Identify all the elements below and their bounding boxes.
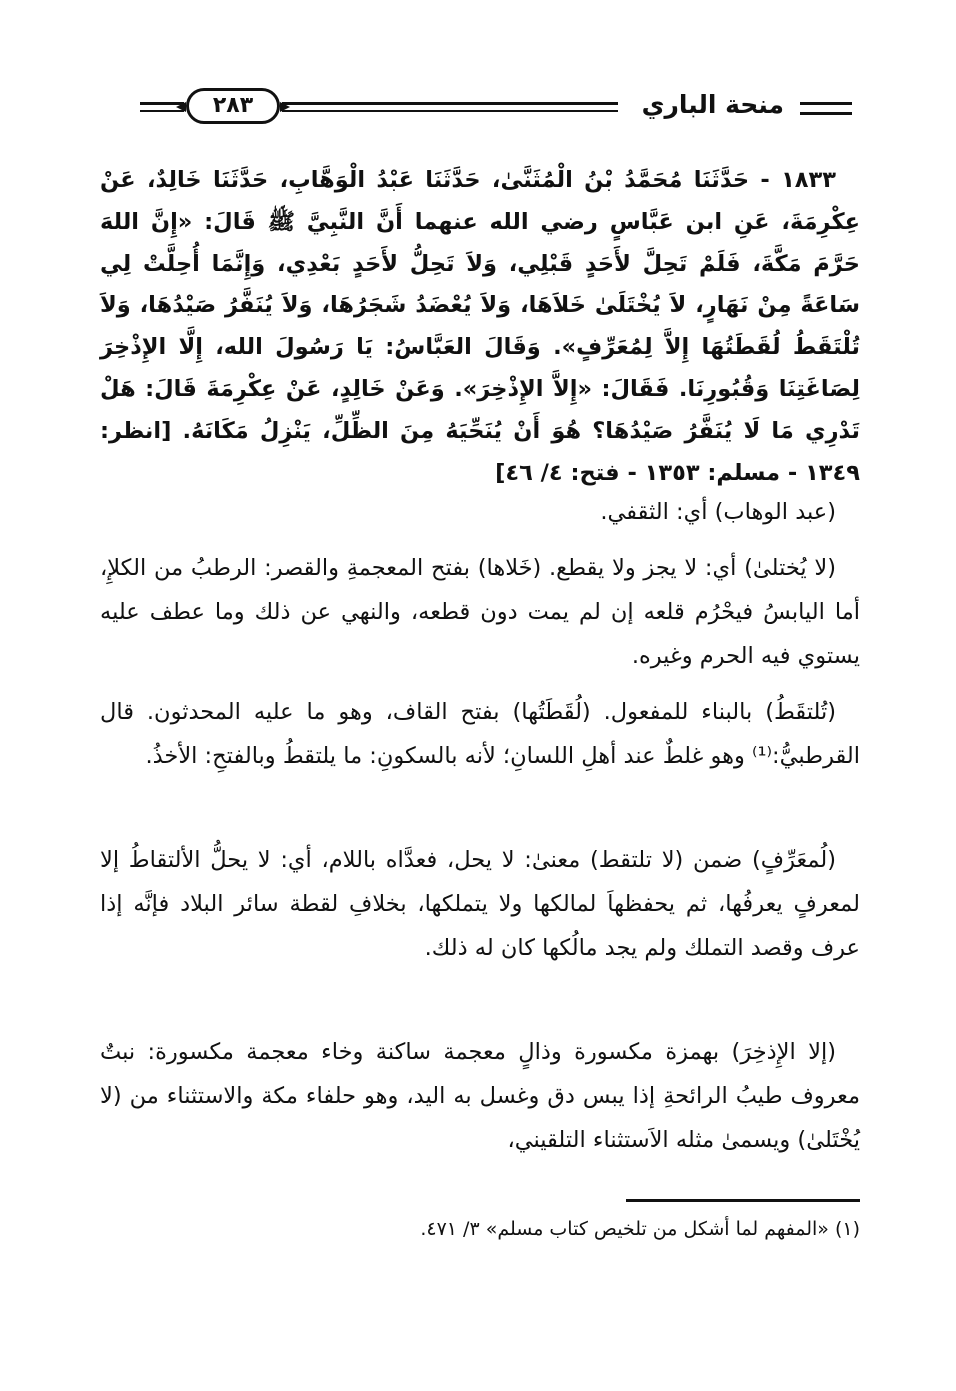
footnote-separator: [626, 1199, 860, 1202]
running-book-title: منحة الباري: [641, 90, 784, 119]
header-divider-rule: [282, 110, 618, 112]
commentary-block: [100, 838, 860, 970]
header-ornament-rule: [140, 102, 184, 105]
commentary-paragraph: (عبد الوهاب) أي: الثقفي.: [600, 499, 836, 525]
page-number: ٢٨٣: [212, 93, 254, 118]
commentary-block: [100, 1030, 860, 1162]
commentary-block: [100, 690, 860, 778]
header-ornament-rule: [140, 110, 184, 112]
commentary-block: [100, 490, 860, 534]
commentary-paragraph: (إلا الإِذخِرَ) بهمزة مكسورة وذالٍ معجمة ساكنة وخاء معجمة مكسورة: نبتٌ معروف طيبُ الرائحةِ إذا يبس دق وغسل به اليد، وهو حلفاء مكة والاستثناء من (لا يُخْتَلىٰ) ويسمىٰ مثله الاَستثناء التلقيني،: [100, 1039, 860, 1153]
commentary-paragraph: (لُمعَرِّفٍ) ضمن (لا تلتقط) معنىٰ: لا يحل، فعدَّاه باللام، أي: لا يحلُّ الألتقاطُ إلا لمعرفٍ يعرفُها، ثم يحفظهاَ لمالكها ولا يتملكها، بخلافِ لقطة سائر البلاد فإنَّه إذا عرف وقصد التملك ولم يجد مالُكها كان له ذلك.: [100, 847, 860, 961]
page-header: [140, 88, 852, 136]
hadith-text: [100, 160, 860, 494]
header-ornament-rule: [800, 112, 852, 115]
footnote: (١) «المفهم لما أشكل من تلخيص كتاب مسلم» ٣/ ٤٧١.: [420, 1218, 860, 1240]
commentary-paragraph: (لا يُختلىٰ) أي: لا يجز ولا يقطع. (خَلاها) بفتح المعجمةِ والقصر: الرطبُ من الكلإِ، أما اليابسُ فيحْرُم قلعه إن لم يمت دون قطعه، والنهي عن ذلك وما عطف عليه يستوي فيه الحرم وغيره.: [100, 555, 860, 669]
badge-ornament: [280, 102, 290, 112]
commentary-block: [100, 546, 860, 678]
hadith-paragraph: ١٨٣٣ - حَدَّثَنَا مُحَمَّدُ بْنُ الْمُثَنَّىٰ، حَدَّثَنَا عَبْدُ الْوَهَّابِ، حَدَّثَنَا خَالِدٌ، عَنْ عِكْرِمَةَ، عَنِ ابن عَبَّاسٍ رضي الله عنهما أَنَّ النَّبِيَّ ﷺ قَالَ: «إِنَّ اللهَ حَرَّمَ مَكَّةَ، فَلَمْ تَحِلَّ لأَحَدٍ قَبْلِي، وَلاَ تَحِلُّ لأَحَدٍ بَعْدِي، وَإِنَّمَا أُحِلَّتْ لِي سَاعَةً مِنْ نَهَارٍ، لاَ يُخْتَلَىٰ خَلاَهَا، وَلاَ يُعْضَدُ شَجَرُهَا، وَلاَ يُنَفَّرُ صَيْدُهَا، وَلاَ تُلْتَقَطُ لُقَطَتُهَا إِلاَّ لِمُعَرِّفٍ». وَقَالَ العَبَّاسُ: يَا رَسُولَ الله، إِلَّا الإِذْخِرَ لِصَاغَتِنَا وَقُبُورِنَا. فَقَالَ: «إِلاَّ الإِذْخِرَ». وَعَنْ خَالِدٍ، عَنْ عِكْرِمَةَ قَالَ: هَلْ تَدْرِي مَا لَا يُنَفَّرُ صَيْدُهَا؟ هُوَ أَنْ يُنَحِّيَهُ مِنَ الظِّلِّ، يَنْزِلُ مَكَانَهُ. [انظر: ١٣٤٩ - مسلم: ١٣٥٣ - فتح: ٤/ ٤٦]: [100, 167, 860, 486]
page-number-badge: [186, 88, 280, 124]
header-divider-rule: [282, 102, 618, 105]
header-ornament-rule: [800, 102, 852, 105]
commentary-paragraph: (تُلتقَطُ) بالبناء للمفعول. (لُقَطَتُها) بفتح القاف، وهو ما عليه المحدثون. قال القرطبيُّ:⁽¹⁾ وهو غلطٌ عند أهلِ اللسانِ؛ لأنه بالسكونِ: ما يلتقطُ وبالفتحِ: الأخذُ.: [100, 699, 860, 769]
